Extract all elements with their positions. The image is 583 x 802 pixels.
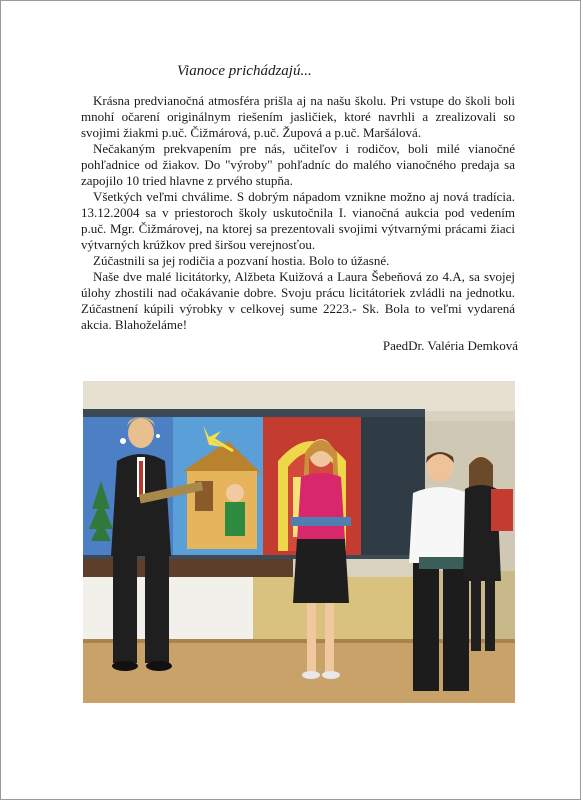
paragraph-4: Zúčastnili sa jej rodičia a pozvaní hostia. Bolo to úžasné. <box>93 253 390 268</box>
paragraph-1: Krásna predvianočná atmosféra prišla aj na našu školu. Pri vstupe do školi boli mnohí očarení originálnym riešením jasličiek, ktoré navrhli a zrealizovali so svojimi žiakmi p.uč. Čižmárová, p.uč. Župová a p.uč. Maršálová. <box>81 93 515 140</box>
event-photo <box>83 381 515 703</box>
author-signature: PaedDr. Valéria Demková <box>382 338 518 353</box>
photo-illustration <box>83 381 515 703</box>
paragraph-2: Nečakaným prekvapením pre nás, učiteľov i rodičov, boli milé vianočné pohľadnice od žiakov. Do "výroby" pohľadníc do malého vianočného predaja sa zapojilo 10 tried hlavne z prvého stupňa. <box>81 141 515 188</box>
article-body <box>81 93 515 333</box>
article-title: Vianoce prichádzajú... <box>177 63 312 79</box>
paragraph-5: Naše dve malé licitátorky, Alžbeta Kuižová a Laura Šebeňová zo 4.A, sa svojej úlohy zhostili nad očakávanie dobre. Svoju prácu licitátoriek zvládli na jednotku. Zúčastnení kúpili výrobky v celkovej sume 2223.- Sk. Bola to veľmi vydarená akcia. Blahoželáme! <box>81 269 515 332</box>
paragraph-3: Všetkých veľmi chválime. S dobrým nápadom vznikne možno aj nová tradícia. 13.12.2004 sa v priestoroch školy uskutočnila I. vianočná aukcia pod vedením p.uč. Mgr. Čižmárovej, na ktorej sa prezentovali svojimi výtvarnými prácami žiaci výtvarných krúžkov pred širšou verejnosťou. <box>81 189 515 252</box>
